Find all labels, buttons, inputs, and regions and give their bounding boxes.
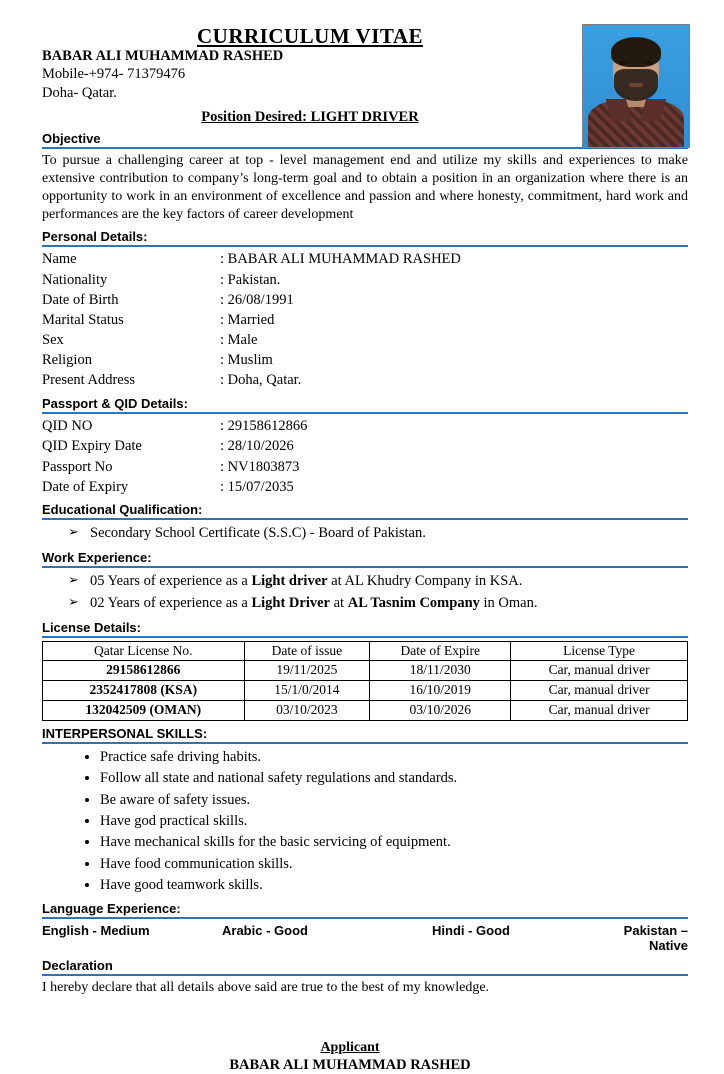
applicant-label: Applicant	[320, 1040, 380, 1056]
field-label: Date of Expiry	[42, 478, 129, 495]
table-row	[42, 290, 688, 310]
list-item: • Practice safe driving habits.	[100, 747, 688, 768]
list-item: • Have good teamwork skills.	[100, 875, 688, 896]
cell-license-type: Car, manual driver	[511, 661, 688, 681]
license-table	[42, 641, 688, 722]
section-divider	[42, 245, 688, 247]
cell-date-issue: 19/11/2025	[244, 661, 370, 681]
section-divider	[42, 412, 688, 414]
position-desired: Position Desired: LIGHT DRIVER	[201, 109, 419, 126]
list-item: ➢ 05 Years of experience as a Light driver at AL Khudry Company in KSA.	[68, 571, 688, 593]
section-heading-language-experience: Language Experience:	[42, 901, 181, 917]
section-heading-work-experience: Work Experience:	[42, 550, 152, 565]
section-divider	[42, 974, 688, 976]
language-row	[42, 923, 688, 953]
language-arabic: Arabic - Good	[222, 923, 308, 939]
title-row	[42, 24, 688, 54]
field-value: : Muslim	[220, 352, 273, 368]
column-header: Qatar License No.	[43, 641, 245, 661]
column-header: License Type	[511, 641, 688, 661]
field-value: : Doha, Qatar.	[220, 372, 302, 389]
table-row	[42, 457, 688, 477]
cell-license-no: 29158612866	[43, 661, 245, 681]
field-label: Name	[42, 251, 77, 268]
signature-block	[42, 1040, 688, 1074]
cell-date-expire: 18/11/2030	[370, 661, 511, 681]
field-label: Religion	[42, 352, 92, 368]
table-row	[42, 250, 688, 270]
education-list	[42, 523, 688, 545]
cell-license-type: Car, manual driver	[511, 681, 688, 701]
cell-date-expire: 16/10/2019	[370, 681, 511, 701]
table-row	[43, 661, 688, 681]
list-item: • Have mechanical skills for the basic servicing of equipment.	[100, 832, 688, 853]
table-row	[42, 270, 688, 290]
applicant-location: Doha- Qatar.	[42, 85, 117, 102]
table-row	[43, 681, 688, 701]
list-item: • Have food communication skills.	[100, 854, 688, 875]
table-row	[42, 371, 688, 391]
table-header-row	[43, 641, 688, 661]
applicant-name: BABAR ALI MUHAMMAD RASHED	[42, 48, 284, 64]
language-english: English - Medium	[42, 923, 150, 939]
table-row	[42, 330, 688, 350]
field-value: : NV1803873	[220, 458, 300, 475]
column-header: Date of Expire	[370, 641, 511, 661]
applicant-mobile: Mobile-+974- 71379476	[42, 66, 186, 82]
section-divider	[42, 742, 688, 744]
cell-date-issue: 15/1/0/2014	[244, 681, 370, 701]
cell-license-type: Car, manual driver	[511, 701, 688, 721]
field-value: : 15/07/2035	[220, 478, 294, 495]
list-item: • Have god practical skills.	[100, 811, 688, 832]
table-row	[42, 417, 688, 437]
photo-eye-right	[646, 61, 653, 65]
section-heading-license-details: License Details:	[42, 619, 141, 635]
list-item: ➢ Secondary School Certificate (S.S.C) - Board of Pakistan.	[68, 523, 688, 545]
list-item: ➢ 02 Years of experience as a Light Driver at AL Tasnim Company in Oman.	[68, 593, 688, 615]
field-value: : BABAR ALI MUHAMMAD RASHED	[220, 251, 461, 268]
section-heading-personal-details: Personal Details:	[42, 228, 148, 244]
personal-details-table	[42, 250, 688, 391]
cell-license-no: 2352417808 (KSA)	[43, 681, 245, 701]
field-label: Marital Status	[42, 311, 124, 328]
section-divider	[42, 636, 688, 638]
photo-eye-left	[619, 61, 626, 65]
passport-details-table	[42, 417, 688, 498]
skills-list	[42, 747, 688, 896]
section-divider	[42, 917, 688, 919]
column-header: Date of issue	[244, 641, 370, 661]
field-label: QID Expiry Date	[42, 438, 142, 455]
photo-mouth	[629, 83, 643, 87]
objective-text: To pursue a challenging career at top - level management end and utilize my skills and experiences to make extensive contribution to company’s long-term goal and to obtain a position in an organization where there is an opportunity to work in an environment of excellence and passion and where honesty, commitment, hard work and performances are the key factors of career development	[42, 153, 688, 222]
field-label: Sex	[42, 331, 64, 348]
list-item: • Follow all state and national safety regulations and standards.	[100, 768, 688, 789]
table-row	[42, 437, 688, 457]
section-divider	[42, 566, 688, 568]
cell-license-no: 132042509 (OMAN)	[43, 701, 245, 721]
language-native: Pakistan – Native	[623, 923, 688, 954]
field-label: Nationality	[42, 271, 108, 288]
cell-date-expire: 03/10/2026	[370, 701, 511, 721]
field-label: QID NO	[42, 418, 93, 435]
field-value: : 29158612866	[220, 418, 308, 435]
section-divider	[42, 518, 688, 520]
applicant-photo	[582, 24, 690, 148]
section-heading-interpersonal-skills: INTERPERSONAL SKILLS:	[42, 726, 208, 741]
section-heading-passport-qid: Passport & QID Details:	[42, 395, 188, 411]
section-heading-objective: Objective	[42, 131, 101, 147]
field-value: : 28/10/2026	[220, 438, 294, 455]
field-value: : 26/08/1991	[220, 291, 294, 308]
section-heading-declaration: Declaration	[42, 958, 113, 974]
list-item: • Be aware of safety issues.	[100, 790, 688, 811]
section-heading-education: Educational Qualification:	[42, 502, 203, 518]
field-label: Passport No	[42, 458, 113, 475]
field-value: : Male	[220, 331, 258, 348]
table-row	[43, 701, 688, 721]
language-hindi: Hindi - Good	[432, 923, 510, 939]
declaration-text: I hereby declare that all details above said are true to the best of my knowledge.	[42, 980, 490, 996]
field-value: : Pakistan.	[220, 271, 281, 288]
page-title: CURRICULUM VITAE	[197, 24, 423, 48]
applicant-signature-name: BABAR ALI MUHAMMAD RASHED	[229, 1057, 471, 1074]
field-label: Date of Birth	[42, 291, 119, 308]
table-row	[42, 351, 688, 371]
field-value: : Married	[220, 311, 275, 328]
field-label: Present Address	[42, 372, 136, 389]
work-experience-list	[42, 571, 688, 615]
table-row	[42, 477, 688, 497]
table-row	[42, 310, 688, 330]
cell-date-issue: 03/10/2023	[244, 701, 370, 721]
